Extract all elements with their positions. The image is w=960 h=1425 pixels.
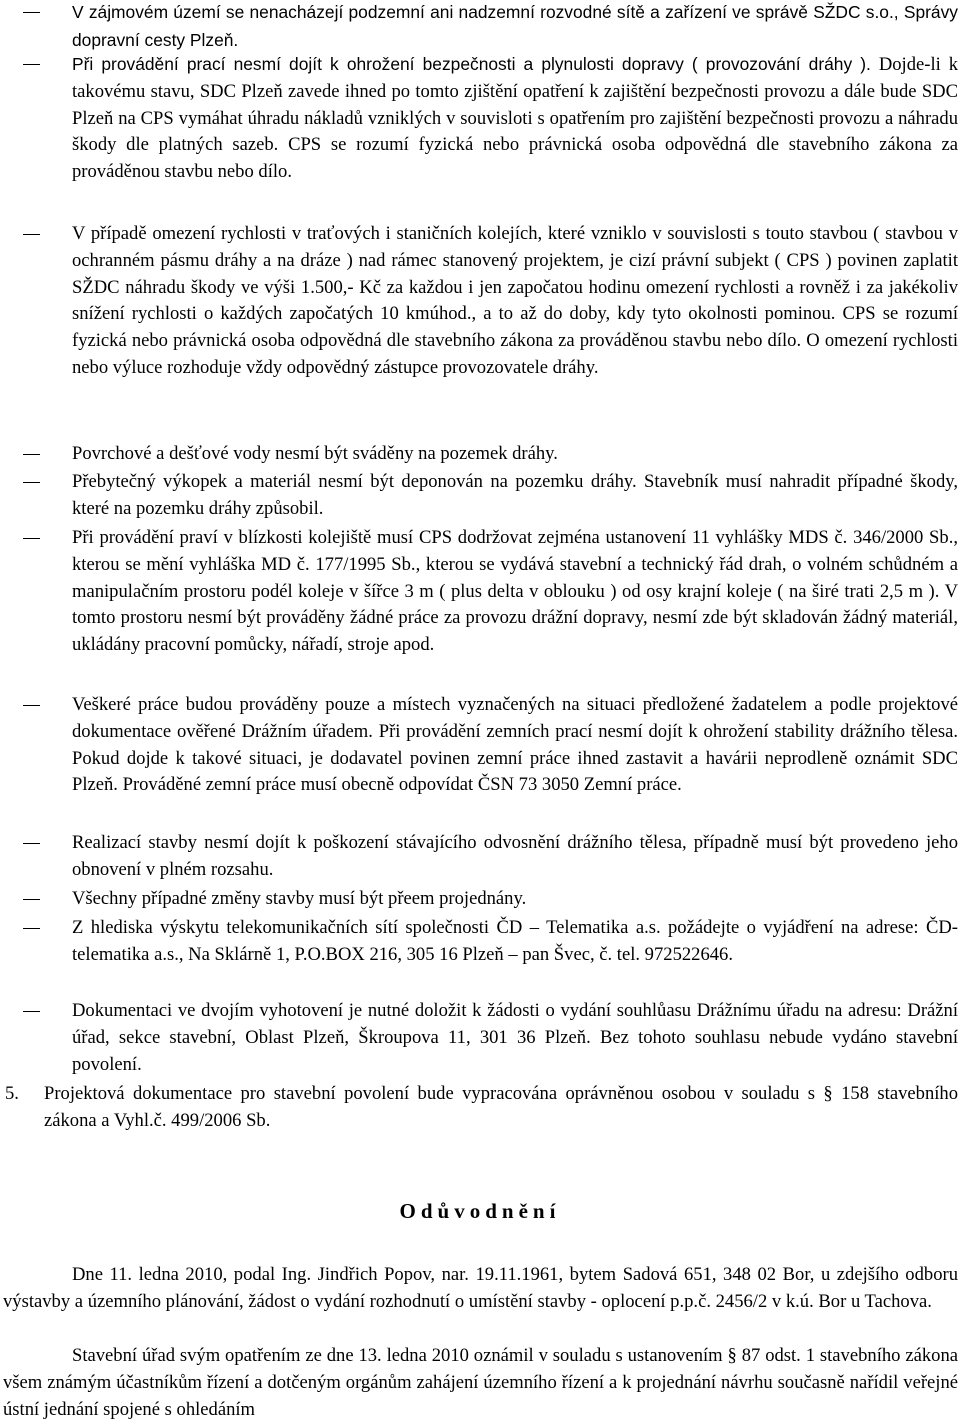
bullet-text: Veškeré práce budou prováděny pouze a místech vyznačených na situaci předložené žadatelem a podle projektové dokumentace ověřené Drážním úřadem. Při provádění zemních prací nesmí dojít k ohrožení stability drážního tělesa. Pokud dojde k takové situaci, je dodavatel povinen zemní práce ihned zastavit a havárii neprodleně oznámit SDC Plzeň. Prováděné zemní práce musí obecně odpovídat ČSN 73 3050 Zemní práce. <box>72 694 958 796</box>
bullet-item <box>72 998 958 1078</box>
bullet-text: Přebytečný výkopek a materiál nesmí být deponován na pozemku dráhy. Stavebník musí nahradit případné škody, které na pozemku dráhy způsobil. <box>72 471 958 519</box>
section-heading: Odůvodnění <box>399 1199 561 1223</box>
bullet-text-sans: Při provádění prací nesmí dojít k ohrožení bezpečnosti a plynulosti dopravy ( provozování dráhy ). <box>72 54 871 74</box>
bullet-text: Při provádění praví v blízkosti kolejiště musí CPS dodržovat zejména ustanovení 11 vyhlášky MDS č. 346/2000 Sb., kterou se mění vyhláška MD č. 177/1995 Sb., kterou se vydává stavební a technický řád drah, o volném schůdném a manipulačním prostoru podél koleje v šířce 3 m ( plus delta v oblouku ) od osy krajní koleje ( na širé trati 2,5 m ). V tomto prostoru nesmí být prováděny žádné práce za provozu drážní dopravy, nesmí zde být skladován žádný materiál, ukládány pracovní pomůcky, nářadí, stroje apod. <box>72 527 958 656</box>
bullet-text: Povrchové a dešťové vody nesmí být sváděny na pozemek dráhy. <box>72 443 558 464</box>
bullet-text: Z hlediska výskytu telekomunikačních sítí společnosti ČD – Telematika a.s. požádejte o vyjádření na adrese: ČD-telematika a.s., Na Sklárně 1, P.O.BOX 216, 305 16 Plzeň – pan Švec, č. tel. 972522646. <box>72 917 958 965</box>
bullet-item <box>72 692 958 799</box>
bullet-item <box>72 525 958 659</box>
bullet-item <box>72 886 958 913</box>
bullet-text-sans: V zájmovém území se nenacházejí podzemní ani nadzemní rozvodné sítě a zařízení ve správě SŽDC s.o., Správy dopravní cesty Plzeň. <box>72 2 958 50</box>
paragraph <box>3 1262 958 1316</box>
bullet-item <box>72 0 958 55</box>
bullet-text: Dokumentaci ve dvojím vyhotovení je nutné doložit k žádosti o vydání souhlůasu Drážnímu úřadu na adresu: Drážní úřad, sekce stavební, Oblast Plzeň, Škroupova 11, 301 36 Plzeň. Bez tohoto souhlasu nebude vydáno stavební povolení. <box>72 1000 958 1075</box>
paragraph <box>3 1343 958 1423</box>
bullet-item <box>72 469 958 523</box>
item-text: Projektová dokumentace pro stavební povolení bude vypracována oprávněnou osobou v souladu s § 158 stavebního zákona a Vyhl.č. 499/2006 Sb. <box>44 1083 958 1131</box>
paragraph-text: Dne 11. ledna 2010, podal Ing. Jindřich Popov, nar. 19.11.1961, bytem Sadová 651, 348 02 Bor, u zdejšího odboru výstavby a územního plánování, žádost o vydání rozhodnutí o umístění stavby - oplocení p.p.č. 2456/2 v k.ú. Bor u Tachova. <box>3 1264 958 1312</box>
item-number: 5. <box>5 1083 19 1104</box>
bullet-item <box>72 915 958 969</box>
bullet-text: Dojde-li k takovému stavu, SDC Plzeň zavede ihned po tomto zjištění opatření k zajištění bezpečnosti provozu a dále bude SDC Plzeň na CPS vymáhat úhradu nákladů vzniklých v souvisloti s opatřením pro zajištění bezpečnosti provozu a náhradu škody dle platných sazeb. CPS se rozumí fyzická nebo právnická osoba odpovědná dle stavebního zákona za prováděnou stavbu nebo dílo. <box>72 54 958 183</box>
bullet-item <box>72 830 958 884</box>
bullet-item <box>72 441 958 468</box>
bullet-item <box>72 51 958 186</box>
paragraph-text: Stavební úřad svým opatřením ze dne 13. ledna 2010 oznámil v souladu s ustanovením § 87 odst. 1 stavebního zákona všem známým účastníkům řízení a dotčeným orgánům zahájení územního řízení a k projednání návrhu současně nařídil veřejné ústní jednání spojené s ohledáním <box>3 1345 958 1420</box>
bullet-item <box>72 221 958 382</box>
bullet-text: V případě omezení rychlosti v traťových i staničních kolejích, které vzniklo v souvislosti s touto stavbou ( stavbou v ochranném pásmu dráhy a na dráze ) nad rámec stanovený projektem, je cizí právní subjekt ( CPS ) povinen zaplatit SŽDC náhradu škody ve výši 1.500,- Kč za každou i jen započatou hodinu omezení rychlosti a rovněž i za jakékoliv snížení rychlosti o každých započatých 10 kmúhod., a to až do doby, kdy tyto okolnosti pominou. CPS se rozumí fyzická nebo právnická osoba odpovědná dle stavebního zákona za prováděnou stavbu nebo dílo. O omezení rychlosti nebo výluce rozhoduje vždy odpovědný zástupce provozovatele dráhy. <box>72 223 958 378</box>
bullet-text: Realizací stavby nesmí dojít k poškození stávajícího odvosnění drážního tělesa, případně musí být provedeno jeho obnovení v plném rozsahu. <box>72 832 958 880</box>
bullet-text: Všechny případné změny stavby musí být přeem projednány. <box>72 888 527 909</box>
